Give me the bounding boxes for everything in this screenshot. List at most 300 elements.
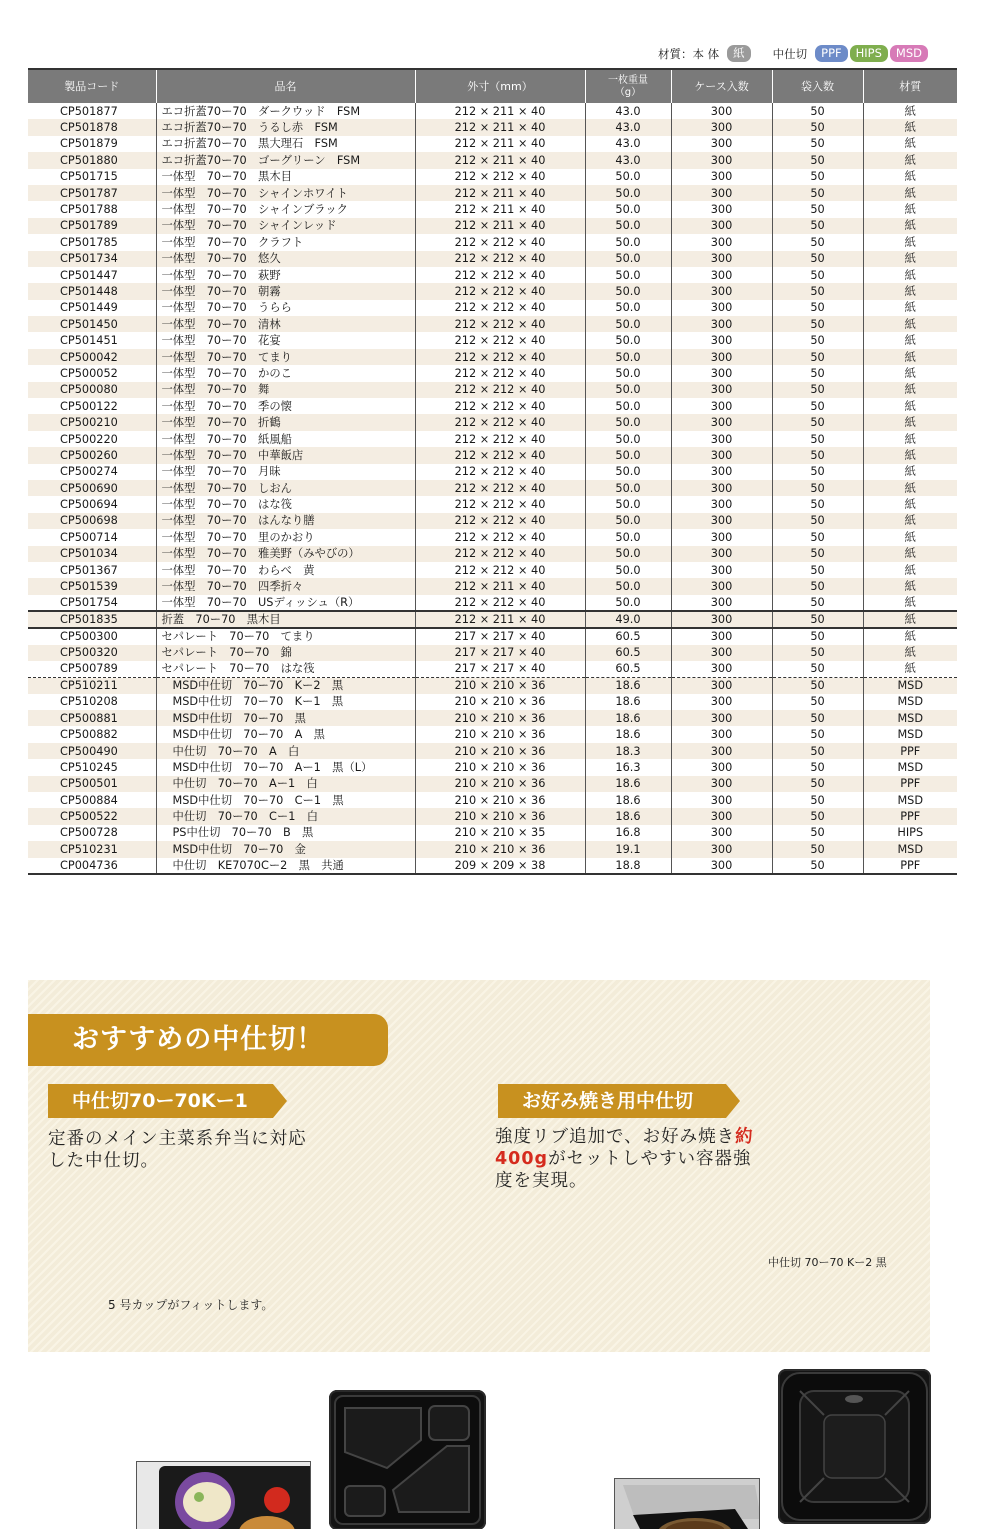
cell-bag-qty: 50 — [772, 185, 863, 201]
cell-material: MSD — [863, 694, 957, 710]
cell-size: 212 × 212 × 40 — [415, 464, 585, 480]
legend-badge-msd: MSD — [890, 45, 928, 62]
cell-case-qty: 300 — [671, 743, 772, 759]
cell-name: 一体型 70ー70 はな筏 — [156, 496, 415, 512]
table-row — [28, 595, 957, 611]
cell-name: 一体型 70ー70 月昧 — [156, 464, 415, 480]
cell-name: MSD中仕切 70ー70 Kー2 黒 — [156, 677, 415, 693]
cell-size: 212 × 212 × 40 — [415, 414, 585, 430]
cell-bag-qty: 50 — [772, 169, 863, 185]
cell-bag-qty: 50 — [772, 694, 863, 710]
cell-weight: 50.0 — [585, 251, 671, 267]
cell-bag-qty: 50 — [772, 136, 863, 152]
cell-size: 210 × 210 × 36 — [415, 776, 585, 792]
table-row — [28, 136, 957, 152]
cell-material: 紙 — [863, 316, 957, 332]
cell-material: 紙 — [863, 611, 957, 628]
cell-size: 212 × 212 × 40 — [415, 513, 585, 529]
cell-case-qty: 300 — [671, 710, 772, 726]
cell-size: 212 × 212 × 40 — [415, 480, 585, 496]
table-row — [28, 661, 957, 677]
cell-material: 紙 — [863, 234, 957, 250]
cell-weight: 50.0 — [585, 562, 671, 578]
table-row — [28, 431, 957, 447]
legend-badge-ppf: PPF — [815, 45, 847, 62]
cell-size: 212 × 212 × 40 — [415, 431, 585, 447]
cell-size: 217 × 217 × 40 — [415, 661, 585, 677]
table-row — [28, 218, 957, 234]
cell-size: 212 × 211 × 40 — [415, 578, 585, 594]
cell-name: 一体型 70ー70 はんなり膳 — [156, 513, 415, 529]
col-header-size: 外寸（mm） — [415, 69, 585, 103]
cell-size: 212 × 211 × 40 — [415, 152, 585, 168]
cell-case-qty: 300 — [671, 152, 772, 168]
cell-code: CP501449 — [60, 301, 118, 315]
cell-size: 212 × 211 × 40 — [415, 119, 585, 135]
cell-material: MSD — [863, 710, 957, 726]
cell-code: CP501835 — [28, 611, 156, 628]
cell-case-qty: 300 — [671, 201, 772, 217]
cell-bag-qty: 50 — [772, 743, 863, 759]
cell-material: MSD — [863, 759, 957, 775]
cell-size: 212 × 211 × 40 — [415, 103, 585, 119]
cell-material: 紙 — [863, 480, 957, 496]
table-row — [28, 464, 957, 480]
cell-name: 折蓋 70ー70 黒木目 — [156, 611, 415, 628]
cell-material: 紙 — [863, 431, 957, 447]
cell-bag-qty: 50 — [772, 595, 863, 611]
recommend-banner: おすすめの中仕切！ — [28, 1014, 388, 1066]
cell-material: 紙 — [863, 513, 957, 529]
cell-material: 紙 — [863, 628, 957, 644]
cell-material: 紙 — [863, 201, 957, 217]
table-row — [28, 841, 957, 857]
table-row — [28, 169, 957, 185]
cell-name: 一体型 70ー70 花宴 — [156, 332, 415, 348]
cell-bag-qty: 50 — [772, 234, 863, 250]
cell-weight: 43.0 — [585, 103, 671, 119]
cell-material: 紙 — [863, 365, 957, 381]
cell-code: CP501788 — [60, 203, 118, 217]
table-row — [28, 201, 957, 217]
table-row — [28, 251, 957, 267]
table-row — [28, 645, 957, 661]
cell-case-qty: 300 — [671, 858, 772, 874]
item1-caption: 5 号カップがフィットします。 — [108, 1298, 274, 1312]
cell-name: 一体型 70ー70 USディッシュ（R） — [156, 595, 415, 611]
cell-weight: 60.5 — [585, 661, 671, 677]
cell-name: 中仕切 70ー70 Cー1 白 — [156, 808, 415, 824]
cell-case-qty: 300 — [671, 283, 772, 299]
cell-name: セパレート 70ー70 はな筏 — [156, 661, 415, 677]
cell-case-qty: 300 — [671, 661, 772, 677]
table-row — [28, 283, 957, 299]
legend-divider-label: 中仕切 — [772, 46, 808, 61]
cell-material: 紙 — [863, 332, 957, 348]
cell-code: CP500320 — [28, 645, 156, 661]
cell-weight: 50.0 — [585, 398, 671, 414]
cell-name: 一体型 70ー70 舞 — [156, 382, 415, 398]
cell-weight: 50.0 — [585, 496, 671, 512]
table-row — [28, 267, 957, 283]
cell-case-qty: 300 — [671, 332, 772, 348]
cell-name: 一体型 70ー70 四季折々 — [156, 578, 415, 594]
cell-code: CP510231 — [28, 841, 156, 857]
cell-material: 紙 — [863, 185, 957, 201]
cell-weight: 19.1 — [585, 841, 671, 857]
cell-size: 210 × 210 × 36 — [415, 726, 585, 742]
cell-bag-qty: 50 — [772, 332, 863, 348]
cell-case-qty: 300 — [671, 825, 772, 841]
table-row — [28, 792, 957, 808]
cell-bag-qty: 50 — [772, 858, 863, 874]
legend-material-label: 材質：本 体 — [658, 46, 720, 61]
col-header-name: 品名 — [156, 69, 415, 103]
cell-name: 中仕切 70ー70 A 白 — [156, 743, 415, 759]
cell-weight: 50.0 — [585, 349, 671, 365]
cell-bag-qty: 50 — [772, 726, 863, 742]
table-row — [28, 103, 957, 119]
cell-bag-qty: 50 — [772, 546, 863, 562]
cell-bag-qty: 50 — [772, 316, 863, 332]
cell-size: 212 × 212 × 40 — [415, 562, 585, 578]
table-row — [28, 513, 957, 529]
table-row — [28, 382, 957, 398]
cell-case-qty: 300 — [671, 496, 772, 512]
cell-code: CP501450 — [28, 316, 156, 332]
cell-size: 212 × 211 × 40 — [415, 201, 585, 217]
cell-size: 212 × 212 × 40 — [415, 398, 585, 414]
cell-size: 212 × 212 × 40 — [415, 595, 585, 611]
cell-size: 212 × 212 × 40 — [415, 529, 585, 545]
cell-bag-qty: 50 — [772, 645, 863, 661]
cell-material: 紙 — [863, 218, 957, 234]
cell-case-qty: 300 — [671, 776, 772, 792]
col-header-case-qty: ケース入数 — [671, 69, 772, 103]
cell-name: 中仕切 KE7070Cー2 黒 共通 — [156, 858, 415, 874]
cell-size: 212 × 211 × 40 — [415, 185, 585, 201]
cell-code: CP510211 — [28, 677, 156, 693]
cell-material: 紙 — [863, 267, 957, 283]
cell-size: 210 × 210 × 36 — [415, 743, 585, 759]
cell-bag-qty: 50 — [772, 119, 863, 135]
table-row — [28, 398, 957, 414]
cell-code: CP500714 — [60, 530, 118, 544]
cell-material: 紙 — [863, 447, 957, 463]
cell-case-qty: 300 — [671, 267, 772, 283]
cell-code: CP500042 — [28, 349, 156, 365]
cell-bag-qty: 50 — [772, 414, 863, 430]
cell-weight: 50.0 — [585, 578, 671, 594]
cell-case-qty: 300 — [671, 808, 772, 824]
cell-name: 一体型 70ー70 清林 — [156, 316, 415, 332]
cell-name: MSD中仕切 70ー70 黒 — [156, 710, 415, 726]
cell-code: CP500210 — [28, 414, 156, 430]
table-row — [28, 546, 957, 562]
cell-size: 212 × 211 × 40 — [415, 611, 585, 628]
cell-weight: 18.6 — [585, 726, 671, 742]
table-row — [28, 611, 957, 628]
cell-bag-qty: 50 — [772, 677, 863, 693]
cell-case-qty: 300 — [671, 480, 772, 496]
cell-weight: 18.3 — [585, 743, 671, 759]
cell-code: CP501754 — [60, 595, 118, 609]
cell-weight: 50.0 — [585, 300, 671, 316]
cell-case-qty: 300 — [671, 841, 772, 857]
cell-case-qty: 300 — [671, 103, 772, 119]
cell-code: CP501787 — [28, 185, 156, 201]
cell-material: PPF — [863, 858, 957, 874]
cell-code: CP501734 — [28, 251, 156, 267]
cell-case-qty: 300 — [671, 431, 772, 447]
cell-material: 紙 — [863, 119, 957, 135]
cell-weight: 18.6 — [585, 710, 671, 726]
cell-name: 一体型 70ー70 悠久 — [156, 251, 415, 267]
cell-weight: 50.0 — [585, 234, 671, 250]
cell-material: MSD — [863, 792, 957, 808]
cell-code: CP501877 — [60, 104, 118, 118]
cell-material: PPF — [863, 776, 957, 792]
cell-weight: 50.0 — [585, 546, 671, 562]
cell-code: CP501880 — [28, 152, 156, 168]
cell-name: エコ折蓋70ー70 ダークウッド FSM — [156, 103, 415, 119]
cell-code: CP500728 — [60, 826, 118, 840]
cell-bag-qty: 50 — [772, 661, 863, 677]
cell-bag-qty: 50 — [772, 103, 863, 119]
cell-bag-qty: 50 — [772, 283, 863, 299]
cell-name: 一体型 70ー70 紙風船 — [156, 431, 415, 447]
cell-bag-qty: 50 — [772, 496, 863, 512]
cell-bag-qty: 50 — [772, 776, 863, 792]
cell-code: CP500522 — [28, 808, 156, 824]
cell-name: 一体型 70ー70 雅美野（みやびの） — [156, 546, 415, 562]
table-row — [28, 628, 957, 644]
cell-size: 210 × 210 × 35 — [415, 825, 585, 841]
cell-size: 212 × 212 × 40 — [415, 283, 585, 299]
cell-code: CP004736 — [28, 858, 156, 874]
cell-bag-qty: 50 — [772, 513, 863, 529]
cell-case-qty: 300 — [671, 136, 772, 152]
cell-material: HIPS — [863, 825, 957, 841]
cell-weight: 50.0 — [585, 267, 671, 283]
table-row — [28, 300, 957, 316]
cell-material: 紙 — [863, 251, 957, 267]
cell-case-qty: 300 — [671, 694, 772, 710]
cell-material: 紙 — [863, 414, 957, 430]
material-legend — [658, 45, 928, 62]
table-row — [28, 152, 957, 168]
table-row — [28, 496, 957, 512]
cell-weight: 50.0 — [585, 365, 671, 381]
cell-case-qty: 300 — [671, 628, 772, 644]
cell-code: CP501878 — [28, 119, 156, 135]
cell-size: 212 × 212 × 40 — [415, 267, 585, 283]
cell-material: 紙 — [863, 300, 957, 316]
cell-code: CP500274 — [60, 465, 118, 479]
table-row — [28, 234, 957, 250]
cell-bag-qty: 50 — [772, 792, 863, 808]
cell-case-qty: 300 — [671, 562, 772, 578]
cell-bag-qty: 50 — [772, 841, 863, 857]
cell-material: 紙 — [863, 382, 957, 398]
cell-bag-qty: 50 — [772, 365, 863, 381]
cell-name: 一体型 70ー70 かのこ — [156, 365, 415, 381]
cell-case-qty: 300 — [671, 447, 772, 463]
cell-code: CP500501 — [28, 776, 156, 792]
item2-tag: お好み焼き用中仕切 — [498, 1084, 726, 1118]
cell-bag-qty: 50 — [772, 349, 863, 365]
cell-bag-qty: 50 — [772, 464, 863, 480]
cell-bag-qty: 50 — [772, 628, 863, 644]
col-header-weight: 一枚重量 （g） — [585, 69, 671, 103]
table-row — [28, 365, 957, 381]
cell-code: CP500789 — [60, 662, 118, 676]
cell-weight: 50.0 — [585, 201, 671, 217]
table-body — [28, 103, 957, 874]
cell-case-qty: 300 — [671, 578, 772, 594]
cell-size: 212 × 212 × 40 — [415, 316, 585, 332]
cell-size: 212 × 212 × 40 — [415, 365, 585, 381]
table-row — [28, 185, 957, 201]
table-row — [28, 776, 957, 792]
cell-case-qty: 300 — [671, 169, 772, 185]
cell-code: CP500690 — [28, 480, 156, 496]
cell-size: 217 × 217 × 40 — [415, 645, 585, 661]
cell-weight: 16.3 — [585, 759, 671, 775]
cell-bag-qty: 50 — [772, 759, 863, 775]
cell-code: CP500122 — [60, 399, 118, 413]
cell-weight: 50.0 — [585, 464, 671, 480]
cell-case-qty: 300 — [671, 349, 772, 365]
cell-size: 212 × 212 × 40 — [415, 332, 585, 348]
cell-weight: 50.0 — [585, 513, 671, 529]
cell-material: 紙 — [863, 578, 957, 594]
cell-case-qty: 300 — [671, 382, 772, 398]
table-row — [28, 694, 957, 710]
cell-case-qty: 300 — [671, 726, 772, 742]
table-row — [28, 349, 957, 365]
cell-size: 212 × 212 × 40 — [415, 447, 585, 463]
cell-name: 一体型 70ー70 朝霧 — [156, 283, 415, 299]
cell-bag-qty: 50 — [772, 218, 863, 234]
table-row — [28, 578, 957, 594]
divider-k2-image — [778, 1369, 931, 1524]
cell-material: 紙 — [863, 546, 957, 562]
table-row — [28, 743, 957, 759]
cell-material: MSD — [863, 677, 957, 693]
cell-size: 210 × 210 × 36 — [415, 694, 585, 710]
cell-name: エコ折蓋70ー70 黒大理石 FSM — [156, 136, 415, 152]
cell-size: 210 × 210 × 36 — [415, 677, 585, 693]
cell-name: 一体型 70ー70 季の懐 — [156, 398, 415, 414]
cell-bag-qty: 50 — [772, 578, 863, 594]
cell-weight: 60.5 — [585, 628, 671, 644]
cell-weight: 18.6 — [585, 694, 671, 710]
cell-material: 紙 — [863, 562, 957, 578]
cell-size: 212 × 212 × 40 — [415, 382, 585, 398]
cell-bag-qty: 50 — [772, 201, 863, 217]
cell-code: CP500881 — [28, 710, 156, 726]
cell-weight: 50.0 — [585, 447, 671, 463]
table-row — [28, 562, 957, 578]
cell-weight: 50.0 — [585, 431, 671, 447]
cell-weight: 16.8 — [585, 825, 671, 841]
product-table — [28, 68, 957, 875]
cell-size: 212 × 212 × 40 — [415, 300, 585, 316]
cell-bag-qty: 50 — [772, 825, 863, 841]
col-header-bag-qty: 袋入数 — [772, 69, 863, 103]
cell-name: 中仕切 70ー70 Aー1 白 — [156, 776, 415, 792]
legend-badge-hips: HIPS — [850, 45, 888, 62]
cell-name: 一体型 70ー70 クラフト — [156, 234, 415, 250]
cell-case-qty: 300 — [671, 300, 772, 316]
cell-size: 210 × 210 × 36 — [415, 841, 585, 857]
cell-name: MSD中仕切 70ー70 Kー1 黒 — [156, 694, 415, 710]
cell-name: セパレート 70ー70 錦 — [156, 645, 415, 661]
cell-size: 210 × 210 × 36 — [415, 759, 585, 775]
cell-material: 紙 — [863, 595, 957, 611]
table-row — [28, 858, 957, 874]
cell-bag-qty: 50 — [772, 529, 863, 545]
cell-bag-qty: 50 — [772, 611, 863, 628]
cell-name: MSD中仕切 70ー70 Cー1 黒 — [156, 792, 415, 808]
cell-case-qty: 300 — [671, 464, 772, 480]
cell-code: CP501715 — [60, 170, 118, 184]
cell-case-qty: 300 — [671, 792, 772, 808]
cell-size: 212 × 212 × 40 — [415, 169, 585, 185]
cell-name: PS中仕切 70ー70 B 黒 — [156, 825, 415, 841]
cell-case-qty: 300 — [671, 398, 772, 414]
cell-case-qty: 300 — [671, 119, 772, 135]
cell-weight: 50.0 — [585, 332, 671, 348]
cell-code: CP501879 — [60, 137, 118, 151]
cell-case-qty: 300 — [671, 234, 772, 250]
cell-case-qty: 300 — [671, 513, 772, 529]
cell-name: 一体型 70ー70 てまり — [156, 349, 415, 365]
cell-weight: 50.0 — [585, 316, 671, 332]
cell-case-qty: 300 — [671, 546, 772, 562]
cell-code: CP500300 — [28, 628, 156, 644]
cell-bag-qty: 50 — [772, 562, 863, 578]
cell-material: 紙 — [863, 169, 957, 185]
cell-bag-qty: 50 — [772, 382, 863, 398]
cell-code: CP500884 — [60, 793, 118, 807]
cell-code: CP501367 — [60, 563, 118, 577]
cell-weight: 50.0 — [585, 185, 671, 201]
bento-photo — [136, 1461, 311, 1529]
table-row — [28, 710, 957, 726]
cell-case-qty: 300 — [671, 365, 772, 381]
cell-material: MSD — [863, 841, 957, 857]
cell-size: 210 × 210 × 36 — [415, 710, 585, 726]
cell-bag-qty: 50 — [772, 267, 863, 283]
cell-weight: 43.0 — [585, 119, 671, 135]
table-row — [28, 480, 957, 496]
cell-weight: 50.0 — [585, 382, 671, 398]
cell-bag-qty: 50 — [772, 152, 863, 168]
cell-weight: 18.6 — [585, 677, 671, 693]
cell-code: CP501034 — [28, 546, 156, 562]
cell-code: CP501785 — [60, 235, 118, 249]
cell-code: CP500260 — [28, 447, 156, 463]
cell-weight: 50.0 — [585, 595, 671, 611]
cell-code: CP501447 — [60, 268, 118, 282]
cell-code: CP500490 — [28, 743, 156, 759]
cell-case-qty: 300 — [671, 677, 772, 693]
cell-name: 一体型 70ー70 シャインブラック — [156, 201, 415, 217]
cell-name: 一体型 70ー70 中華飯店 — [156, 447, 415, 463]
legend-badge-paper: 紙 — [727, 45, 751, 62]
